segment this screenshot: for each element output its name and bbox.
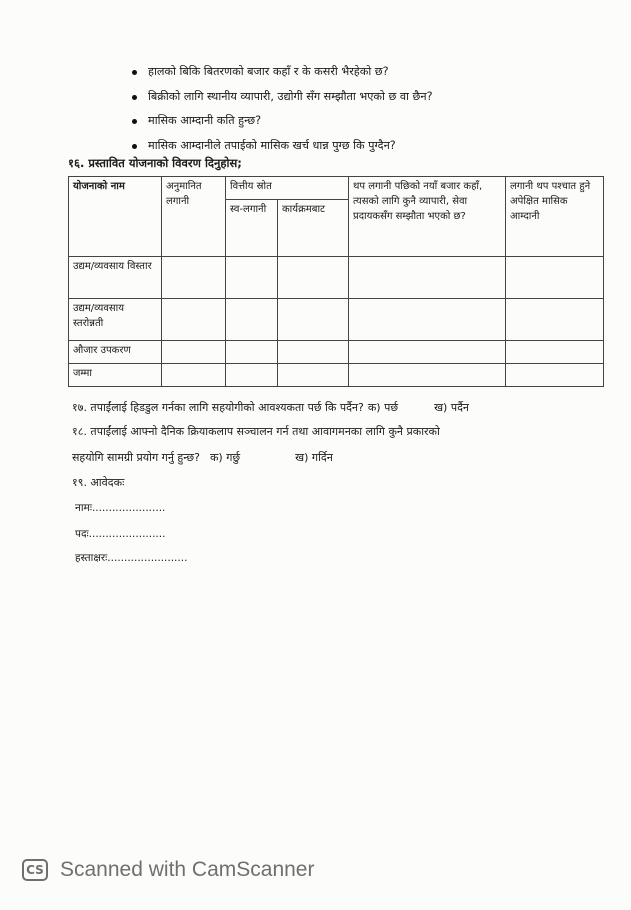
- bullet-icon: [132, 144, 137, 149]
- table-cell: [278, 257, 349, 299]
- camscanner-watermark: [22, 858, 314, 882]
- table-cell: [226, 364, 278, 387]
- question-18-line2: [72, 450, 333, 465]
- table-cell: [349, 364, 506, 387]
- header-self-investment: स्व-लगानी: [226, 200, 278, 257]
- table-cell: [506, 299, 604, 341]
- table-cell: [162, 299, 226, 341]
- header-financial-source: वित्तीय स्रोत: [226, 177, 349, 200]
- question-18-line1: १८. तपाईंलाई आफ्नो दैनिक क्रियाकलाप सञ्चालन गर्न तथा आवागमनका लागि कुनै प्रकारको: [72, 425, 440, 438]
- applicant-post-field: पदः.......................: [75, 528, 166, 540]
- table-cell: [162, 364, 226, 387]
- list-item: हालको बिकि बितरणको बजार कहाँ र के कसरी भैरहेको छ?: [132, 62, 433, 87]
- table-cell: [506, 341, 604, 364]
- applicant-name-field: नामः......................: [75, 502, 166, 514]
- table-cell: [226, 299, 278, 341]
- bullet-icon: [132, 95, 137, 100]
- section-19-heading: १९. आवेदकः: [72, 476, 125, 489]
- camscanner-logo-icon: CS: [22, 859, 48, 881]
- question-17-option-yes: क) पर्छ: [367, 401, 399, 414]
- table-cell: [162, 257, 226, 299]
- question-18-option-no: ख) गर्दिन: [295, 451, 333, 464]
- row-label: औजार उपकरण: [69, 341, 162, 364]
- table-cell: [349, 257, 506, 299]
- section-16-heading: १६. प्रस्तावित योजनाको विवरण दिनुहोस;: [68, 156, 242, 170]
- list-item: मासिक आम्दानी कति हुन्छ?: [132, 111, 433, 136]
- applicant-signature-field: हस्ताक्षरः........................: [75, 552, 188, 564]
- table-row: [69, 341, 604, 364]
- header-expected-income: लगानी थप पश्चात हुने अपेक्षित मासिक आम्दानी: [506, 177, 604, 257]
- bullet-list: [132, 62, 433, 160]
- proposed-plan-table: [68, 176, 604, 387]
- row-label: जम्मा: [69, 364, 162, 387]
- table-cell: [278, 341, 349, 364]
- question-18-text: सहयोगि सामग्री प्रयोग गर्नु हुन्छ?: [72, 451, 200, 464]
- header-plan-name: योजनाको नाम: [69, 177, 162, 257]
- header-new-market: थप लगानी पछिको नयाँ बजार कहाँ, त्यसको लागि कुनै व्यापारी, सेवा प्रदायकसँग सम्झौता भएको छ?: [349, 177, 506, 257]
- question-17-option-no: ख) पर्दैन: [434, 401, 470, 414]
- table-row: [69, 299, 604, 341]
- table-cell: [278, 364, 349, 387]
- table-row: [69, 364, 604, 387]
- table-cell: [226, 257, 278, 299]
- table-cell: [226, 341, 278, 364]
- bullet-icon: [132, 119, 137, 124]
- bullet-icon: [132, 70, 137, 75]
- row-label: उद्यम/व्यवसाय विस्तार: [69, 257, 162, 299]
- list-item: बिक्रीको लागि स्थानीय व्यापारी, उद्योगी सँग सम्झौता भएको छ वा छैन?: [132, 87, 433, 112]
- table-cell: [349, 299, 506, 341]
- question-18-option-yes: क) गर्छु: [209, 451, 241, 464]
- question-17-text: १७. तपाईंलाई हिडडुल गर्नका लागि सहयोगीको आवश्यकता पर्छ कि पर्दैन?: [72, 401, 364, 414]
- row-label: उद्यम/व्यवसाय स्तरोन्नती: [69, 299, 162, 341]
- table-row: [69, 257, 604, 299]
- header-from-program: कार्यक्रमबाट: [278, 200, 349, 257]
- list-item: मासिक आम्दानीले तपाईको मासिक खर्च धान्न पुग्छ कि पुग्दैन?: [132, 136, 433, 161]
- header-estimated-investment: अनुमानित लगानी: [162, 177, 226, 257]
- table-cell: [162, 341, 226, 364]
- question-17: [72, 400, 469, 415]
- table-cell: [349, 341, 506, 364]
- watermark-text: Scanned with CamScanner: [60, 858, 315, 881]
- table-cell: [506, 257, 604, 299]
- table-cell: [506, 364, 604, 387]
- table-cell: [278, 299, 349, 341]
